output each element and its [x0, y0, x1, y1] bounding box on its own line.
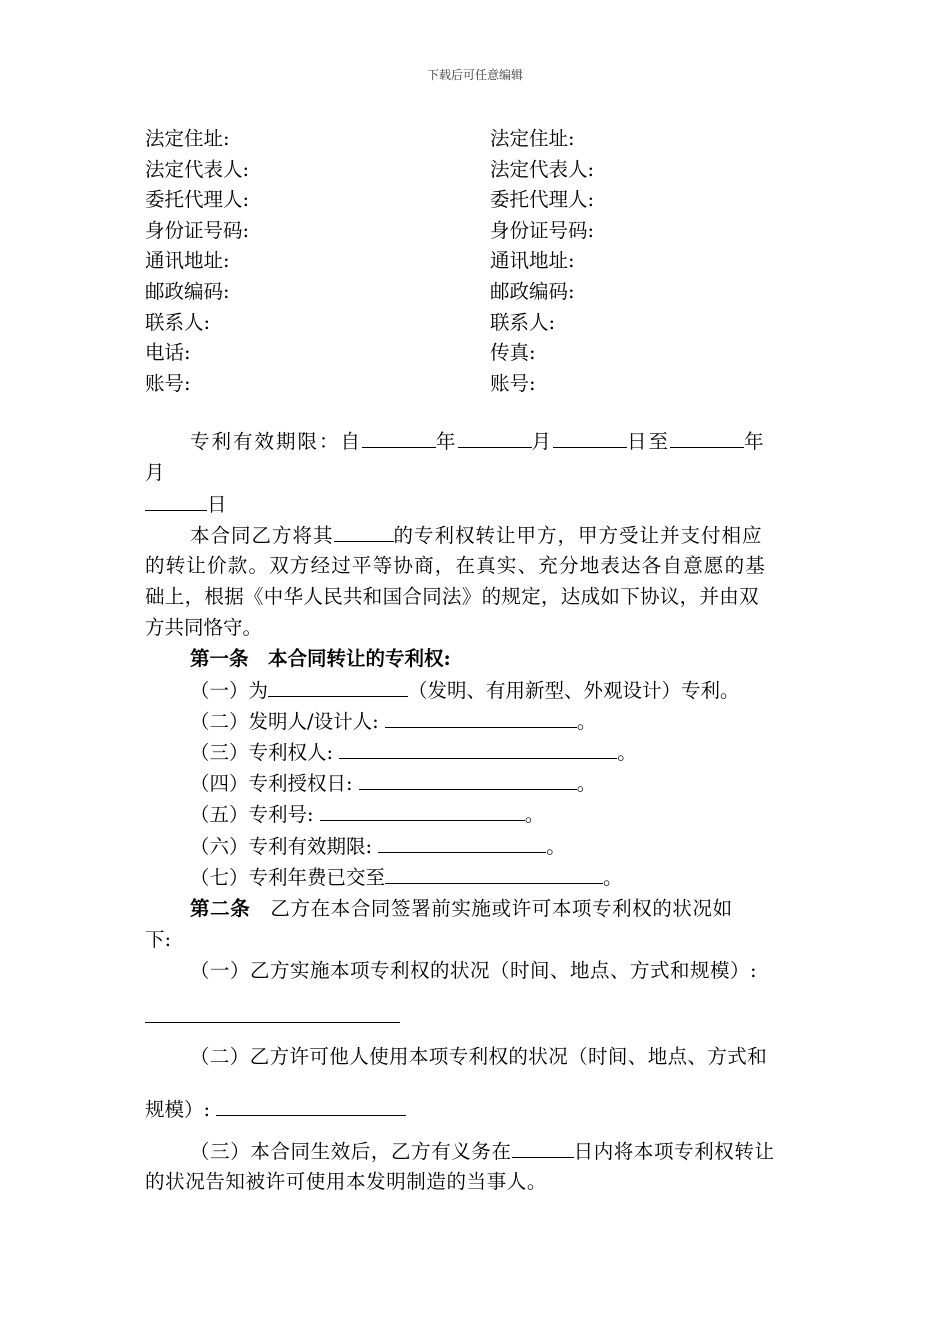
party-b-field: 邮政编码:	[490, 279, 575, 303]
article2-item2b-line	[145, 1093, 406, 1125]
article2-item3-line-1	[190, 1135, 775, 1167]
intro-line-3: 础上，根据《中华人民共和国合同法》的规定，达成如下协议，并由双	[145, 585, 759, 608]
article2-text1: 乙方在本合同签署前实施或许可本项专利权的状况如	[270, 897, 733, 920]
party-a-field: 联系人:	[145, 310, 211, 334]
intro-line-2: 的转让价款。双方经过平等协商，在真实、充分地表达各自意愿的基	[145, 554, 767, 577]
item-suffix: 。	[576, 710, 597, 733]
item2-blank[interactable]	[216, 1093, 406, 1116]
day-blank[interactable]	[553, 425, 627, 448]
article2-title: 第二条	[190, 897, 251, 920]
item-suffix: 。	[524, 803, 545, 826]
party-row	[145, 369, 845, 400]
party-b-field: 法定住址:	[490, 127, 575, 150]
article2-item3a-1: （三）本合同生效后，乙方有义务在	[190, 1140, 512, 1163]
article1-title: 第一条 本合同转让的专利权:	[190, 647, 451, 670]
intro-part2: 的专利权转让甲方，甲方受让并支付相应	[393, 524, 763, 547]
item-suffix: （发明、有用新型、外观设计）专利。	[408, 679, 740, 702]
party-b-field: 法定代表人:	[490, 157, 595, 181]
item1-blank-line[interactable]	[145, 1022, 400, 1023]
validity-day2-line	[145, 488, 227, 520]
article1-item	[190, 830, 566, 862]
intro-line-1	[190, 519, 763, 551]
article2-item3a-2: 日内将本项专利权转让	[573, 1140, 775, 1163]
party-info-grid	[145, 124, 845, 399]
article1-item	[190, 798, 544, 830]
article1-item	[190, 767, 596, 799]
patentee-blank[interactable]	[339, 736, 617, 759]
item-prefix: （四）专利授权日:	[190, 772, 353, 795]
party-a-field: 法定代表人:	[145, 157, 250, 181]
party-a-field: 委托代理人:	[145, 188, 250, 212]
patent-number-blank[interactable]	[320, 798, 525, 821]
item-suffix: 。	[617, 741, 637, 764]
page-header: 下载后可任意编辑	[426, 68, 523, 82]
party-b-field: 联系人:	[490, 310, 556, 334]
validity-line	[190, 425, 766, 457]
article1-item	[190, 705, 596, 737]
day2-label: 日	[207, 493, 227, 516]
item-prefix: （七）专利年费已交至	[190, 866, 386, 889]
item-prefix: （二）发明人/设计人:	[190, 710, 379, 733]
patent-name-blank[interactable]	[334, 519, 394, 542]
party-b-field: 传真:	[490, 341, 536, 365]
item-prefix: （五）专利号:	[190, 803, 314, 826]
party-a-field: 账号:	[145, 371, 191, 395]
item-suffix: 。	[546, 835, 566, 858]
month-label: 月	[531, 430, 554, 453]
year2-blank[interactable]	[670, 425, 744, 448]
party-b-field: 身份证号码:	[490, 218, 595, 242]
party-b-field: 通讯地址:	[490, 249, 575, 273]
item-prefix: （一）为	[190, 679, 269, 702]
item-prefix: （三）专利权人:	[190, 741, 334, 764]
party-a-field: 法定住址:	[145, 127, 230, 150]
month-blank[interactable]	[458, 425, 532, 448]
party-row	[145, 277, 845, 308]
item-suffix: 。	[603, 866, 623, 889]
year-blank[interactable]	[362, 425, 436, 448]
article1-item	[190, 736, 637, 768]
party-row	[145, 185, 845, 216]
party-row	[145, 155, 845, 186]
party-row	[145, 308, 845, 339]
day2-blank[interactable]	[145, 488, 207, 511]
article1-item	[190, 861, 623, 893]
year-label: 年	[436, 430, 458, 453]
item-prefix: （六）专利有效期限:	[190, 835, 373, 858]
article2-item2a: （二）乙方许可他人使用本项专利权的状况（时间、地点、方式和	[190, 1045, 768, 1068]
days-blank[interactable]	[512, 1135, 574, 1158]
party-a-field: 邮政编码:	[145, 279, 230, 303]
party-a-field: 电话:	[145, 341, 191, 365]
intro-line-4: 方共同恪守。	[145, 616, 263, 639]
annual-fee-blank[interactable]	[385, 861, 603, 884]
inventor-blank[interactable]	[385, 705, 577, 728]
party-row	[145, 246, 845, 277]
article2-item2b: 规模）:	[145, 1098, 211, 1121]
article2-item1: （一）乙方实施本项专利权的状况（时间、地点、方式和规模）:	[190, 959, 758, 982]
year2-label: 年	[744, 430, 766, 453]
grant-date-blank[interactable]	[359, 767, 577, 790]
item-suffix: 。	[576, 772, 597, 795]
party-b-field: 委托代理人:	[490, 188, 595, 212]
patent-validity-blank[interactable]	[378, 830, 546, 853]
validity-month2: 月	[145, 461, 165, 484]
party-a-field: 身份证号码:	[145, 218, 250, 242]
article2-item3b: 的状况告知被许可使用本发明制造的当事人。	[145, 1170, 548, 1193]
article2-text2: 下:	[145, 928, 172, 951]
intro-part1: 本合同乙方将其	[190, 524, 334, 547]
party-a-field: 通讯地址:	[145, 249, 230, 273]
party-row	[145, 124, 845, 155]
patent-type-blank[interactable]	[268, 674, 408, 697]
party-row	[145, 338, 845, 369]
article1-item	[190, 674, 740, 706]
day-to-label: 日至	[627, 430, 671, 453]
validity-prefix: 专利有效期限：自	[190, 430, 363, 453]
party-b-field: 账号:	[490, 371, 536, 395]
party-row	[145, 216, 845, 247]
article2-line-1	[190, 893, 733, 924]
